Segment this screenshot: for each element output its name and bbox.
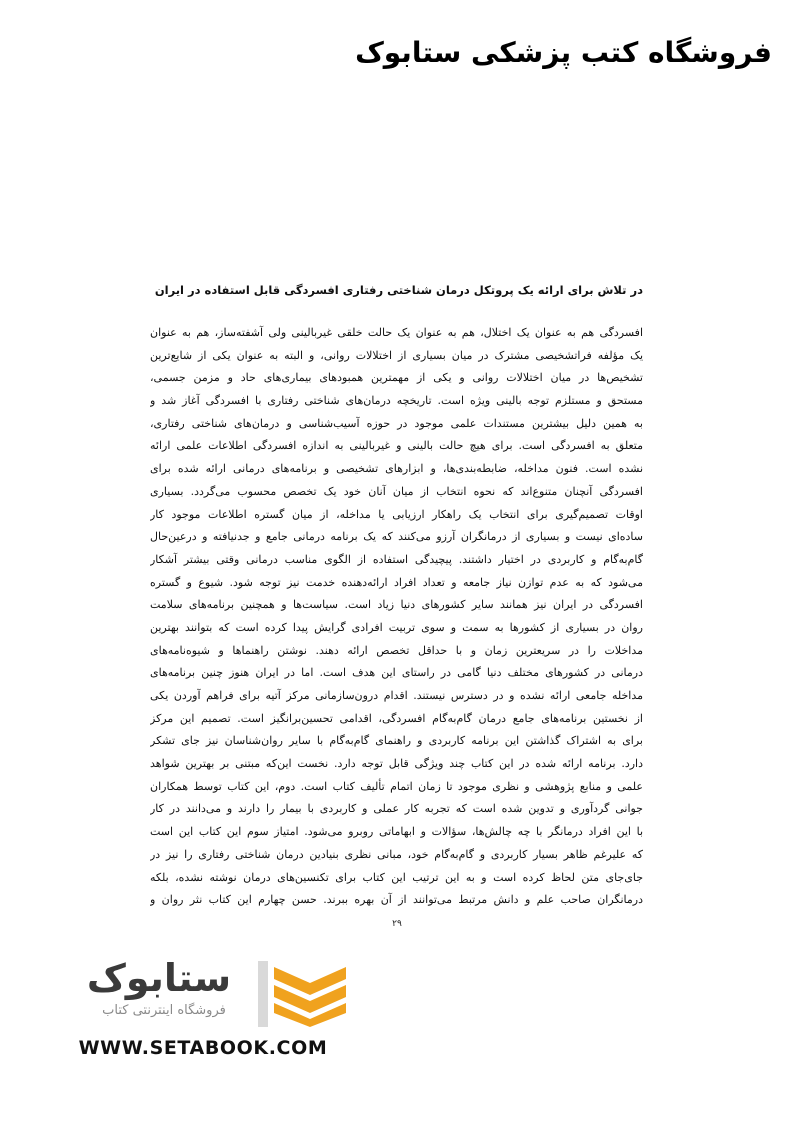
- body-line: به همین دلیل بیشترین مستندات علمی موجود در حوزه آسیب‌شناسی و درمان‌های شناختی رفتاری،: [150, 416, 643, 430]
- body-line: که علیرغم ظاهر بسیار کاربردی و گام‌به‌گام خود، مبانی نظری بنیادین درمان شناختی رفتاری را نیز در: [150, 847, 643, 861]
- body-line: گام‌به‌گام و کاربردی در اختیار داشتند. پیچیدگی استفاده از الگوی مناسب درمانی وقتی بیشتر آشکار: [150, 552, 643, 566]
- body-line: جوانی گردآوری و تدوین شده است که تجربه کار عملی و کاربردی با بیمار را دارند و می‌دانند در کار: [150, 802, 643, 816]
- body-line: با این افراد درمانگر با چه چالش‌ها، سؤالات و ابهاماتی روبرو می‌شود. امتیاز سوم این کتاب این است: [150, 825, 643, 839]
- body-line: از نخستین برنامه‌های جامع درمان گام‌به‌گام افسردگی، اقدامی تحسین‌برانگیز است. تصمیم این مرکز: [150, 711, 643, 725]
- body-line: متعلق به افسردگی است. برای هیچ حالت بالینی و غیربالینی به اندازه افسردگی اطلاعات علمی ارائه: [150, 439, 643, 453]
- body-line: دارد. برنامه ارائه شده در این کتاب چند ویژگی قابل توجه دارد. نخست این‌که مبتنی بر بهترین شواهد: [150, 757, 643, 771]
- body-line: علمی و منابع پژوهشی و نظری موجود تا زمان اتمام تألیف کتاب است. دوم، این کتاب توسط همکاران: [150, 779, 643, 793]
- body-line: افسردگی در ایران نیز همانند سایر کشورهای دنیا زیاد است. سیاست‌ها و همچنین برنامه‌های سلامت: [150, 598, 643, 612]
- website-url: WWW.SETABOOK.COM: [78, 1037, 328, 1059]
- body-line: درمانگران صاحب علم و دانش مرتبط می‌توانند از آن بهره ببرند. حسن چهارم این کتاب نثر روان و: [150, 893, 643, 907]
- body-line: مداخله جامعی ارائه نشده و در دسترس نیستند. اقدام درون‌سازمانی مرکز آتیه برای فراهم آوردن یکی: [150, 689, 643, 702]
- logo-subtitle: فروشگاه اینترنتی کتاب: [102, 1003, 226, 1018]
- page-number: ۲۹: [392, 919, 402, 929]
- body-line: نشده است. فنون مداخله، ضابطه‌بندی‌ها، و ابزارهای تشخیصی و برنامه‌های درمانی ارائه شده برای: [150, 462, 643, 476]
- logo-wordmark: ستابوک: [86, 956, 232, 1000]
- body-line: جای‌جای متن لحاظ کرده است و به این ترتیب این کتاب برای تکنسین‌های درمان نوشته نشده، بلکه: [150, 870, 643, 884]
- body-line: یک مؤلفه فراتشخیصی مشترک در میان بسیاری از اختلالات روانی، و البته به عنوان یکی از شایع‌ترین: [150, 348, 643, 362]
- setabook-logo: [62, 955, 352, 1035]
- body-line: افسردگی هم به عنوان یک اختلال، هم به عنوان یک حالت خلقی غیربالینی ولی آشفته‌ساز، هم به عنوان: [150, 326, 643, 339]
- body-line: ساده‌ای نیست و بسیاری از درمانگران آرزو می‌کنند که یک برنامه درمانی جامع و جدنیافته و درعین‌حال: [150, 530, 643, 544]
- body-line: مداخلات را در سریعترین زمان و با حداقل تخصص ارائه دهند. نوشتن راهنماها و شیوه‌نامه‌های: [150, 643, 643, 657]
- body-line: برای به اشتراک گذاشتن این برنامه کاربردی و راهنمای گام‌به‌گام با سایر روان‌شناسان نیز جای تشکر: [150, 734, 643, 748]
- store-title: فروشگاه کتب پزشکی ستابوک: [355, 36, 772, 69]
- body-line: تشخیص‌ها در میان اختلالات روانی و یکی از مهمترین همبودهای بیماری‌های حاد و مزمن جسمی،: [150, 371, 643, 385]
- book-stack-icon: [258, 961, 346, 1027]
- body-line: روان در بسیاری از کشورها به سمت و سوی تربیت افرادی گرایش پیدا کرده است که بتوانند بهترین: [150, 620, 643, 634]
- body-line: افسردگی آنچنان متنوع‌اند که نحوه انتخاب از میان آنان خود یک تخصص محسوب می‌گردد. بسیاری: [150, 484, 643, 498]
- article-body: [150, 322, 643, 912]
- body-line: اوقات تصمیم‌گیری برای انتخاب یک راهکار ارزیابی یا مداخله، از میان گستره اطلاعات موجود کار: [150, 507, 643, 521]
- article-heading: در تلاش برای ارائه یک پروتکل درمان شناختی رفتاری افسردگی قابل استفاده در ایران: [154, 283, 643, 297]
- body-line: مستحق و مستلزم توجه بالینی ویژه است. تاریخچه درمان‌های شناختی رفتاری با افسردگی آغاز شد و: [150, 394, 643, 408]
- body-line: می‌شود که به عدم توازن نیاز جامعه و تعداد افراد ارائه‌دهنده خدمت نیز توجه شود. شیوع و گستره: [150, 575, 643, 589]
- body-line: درمانی در کشورهای مختلف دنیا گامی در راستای این هدف است. اما در ایران هنوز چنین برنامه‌های: [150, 666, 643, 680]
